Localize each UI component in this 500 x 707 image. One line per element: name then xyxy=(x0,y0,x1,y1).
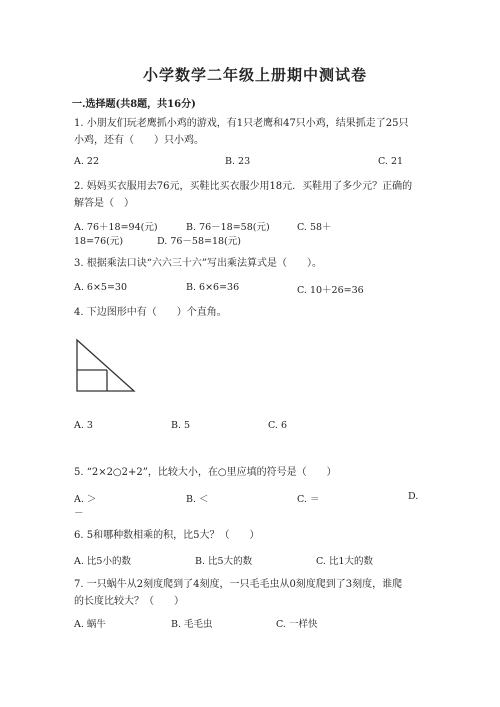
question-6-option-a[interactable]: A. 比5小的数 xyxy=(74,556,131,567)
question-7-text-line1: 7. 一只蜗牛从2刻度爬到了4刻度，一只毛毛虫从0刻度爬到了3刻度，谁爬 xyxy=(74,579,403,590)
question-4-option-a[interactable]: A. 3 xyxy=(74,420,93,431)
question-1-text-line1: 1. 小朋友们玩老鹰抓小鸡的游戏，有1只老鹰和47只小鸡，结果抓走了25只 xyxy=(74,118,409,129)
question-4-option-c[interactable]: C. 6 xyxy=(268,420,288,431)
question-5-option-d[interactable]: D. xyxy=(408,491,419,502)
question-7-text-line2: 的长度比较大？（ ） xyxy=(74,596,184,607)
question-2-option-d[interactable]: D. 76－58=18(元) xyxy=(157,236,241,247)
page-title: 小学数学二年级上册期中测试卷 xyxy=(143,66,368,84)
question-2-option-a[interactable]: A. 76＋18=94(元) xyxy=(74,222,158,233)
question-5-option-d-cont: － xyxy=(74,508,84,519)
question-1-option-b[interactable]: B. 23 xyxy=(225,156,251,167)
question-2-option-c[interactable]: C. 58＋ xyxy=(297,222,332,233)
question-6-text: 6. 5和哪种数相乘的积，比5大？（ ） xyxy=(74,530,260,541)
question-5-text: 5. “2×2○2+2”，比较大小，在○里应填的符号是（ ） xyxy=(74,467,337,478)
question-6-option-b[interactable]: B. 比5大的数 xyxy=(195,556,253,567)
question-7-option-a[interactable]: A. 蜗牛 xyxy=(74,619,106,630)
question-3-text: 3. 根据乘法口诀“六六三十六”写出乘法算式是（ ）。 xyxy=(74,258,322,269)
question-7-option-b[interactable]: B. 毛毛虫 xyxy=(171,619,213,630)
question-2-option-c-cont: 18=76(元) xyxy=(74,236,124,247)
question-5-option-b[interactable]: B. ＜ xyxy=(186,494,209,505)
question-2-text-line1: 2. 妈妈买衣服用去76元，买鞋比买衣服少用18元．买鞋用了多少元？正确的 xyxy=(74,181,413,192)
question-5-option-c[interactable]: C. ＝ xyxy=(297,494,320,505)
question-4-option-b[interactable]: B. 5 xyxy=(171,420,191,431)
question-5-option-a[interactable]: A. ＞ xyxy=(74,494,97,505)
question-7-option-c[interactable]: C. 一样快 xyxy=(276,619,318,630)
section-heading: 一.选择题(共8题，共16分) xyxy=(72,99,196,110)
question-3-option-a[interactable]: A. 6×5=30 xyxy=(74,282,127,293)
question-3-option-c[interactable]: C. 10＋26=36 xyxy=(297,285,364,296)
right-triangle-figure xyxy=(74,337,138,393)
question-3-option-b[interactable]: B. 6×6=36 xyxy=(186,282,240,293)
question-1-option-a[interactable]: A. 22 xyxy=(74,156,99,167)
question-1-text-line2: 小鸡，还有（ ）只小鸡。 xyxy=(74,135,204,146)
question-2-option-b[interactable]: B. 76－18=58(元) xyxy=(186,222,270,233)
question-2-text-line2: 解答是（ ） xyxy=(74,198,134,209)
question-1-option-c[interactable]: C. 21 xyxy=(378,156,404,167)
question-4-text: 4. 下边图形中有（ ）个直角。 xyxy=(74,307,227,318)
question-6-option-c[interactable]: C. 比1大的数 xyxy=(316,556,374,567)
